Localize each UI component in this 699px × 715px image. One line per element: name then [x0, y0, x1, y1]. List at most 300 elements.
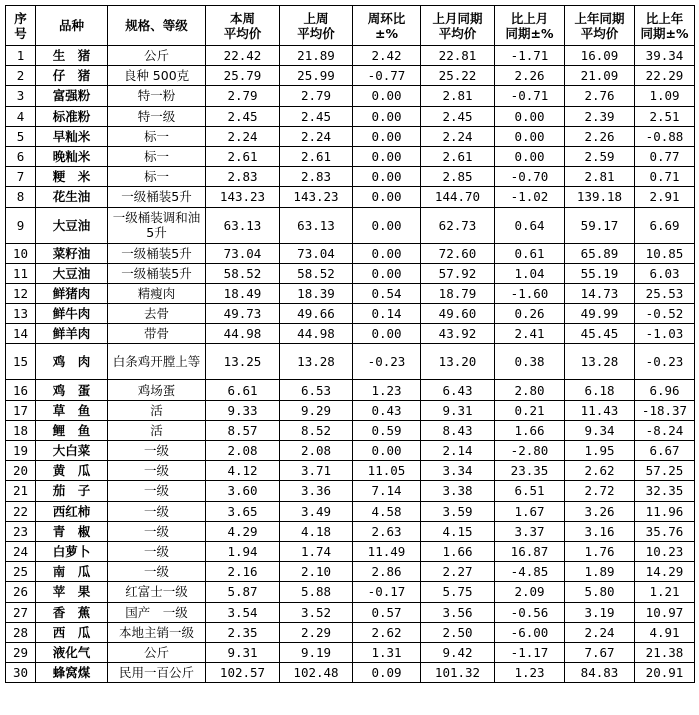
cell-last-year: 2.62	[565, 461, 635, 481]
cell-last-week: 8.52	[280, 420, 353, 440]
cell-week-change: 0.00	[353, 167, 421, 187]
cell-year-change: 35.76	[635, 521, 695, 541]
cell-last-week: 3.36	[280, 481, 353, 501]
cell-this-week: 3.65	[206, 501, 280, 521]
cell-last-week: 3.49	[280, 501, 353, 521]
cell-index: 22	[6, 501, 36, 521]
cell-index: 5	[6, 126, 36, 146]
cell-month-change: -1.17	[495, 642, 565, 662]
cell-month-change: 0.61	[495, 243, 565, 263]
cell-index: 29	[6, 642, 36, 662]
cell-last-month: 49.60	[421, 304, 495, 324]
cell-variety: 鲜牛肉	[36, 304, 108, 324]
cell-spec: 国产 一级	[108, 602, 206, 622]
cell-week-change: -0.23	[353, 344, 421, 380]
cell-spec: 特一级	[108, 106, 206, 126]
cell-last-year: 2.39	[565, 106, 635, 126]
cell-month-change: 2.09	[495, 582, 565, 602]
cell-this-week: 1.94	[206, 541, 280, 561]
cell-week-change: 0.00	[353, 126, 421, 146]
cell-last-year: 139.18	[565, 187, 635, 207]
cell-month-change: 6.51	[495, 481, 565, 501]
cell-week-change: 2.86	[353, 562, 421, 582]
cell-last-year: 16.09	[565, 46, 635, 66]
cell-last-year: 1.89	[565, 562, 635, 582]
cell-year-change: 21.38	[635, 642, 695, 662]
cell-variety: 茄 子	[36, 481, 108, 501]
cell-year-change: 39.34	[635, 46, 695, 66]
cell-week-change: 0.09	[353, 663, 421, 683]
cell-month-change: -1.02	[495, 187, 565, 207]
cell-month-change: -1.71	[495, 46, 565, 66]
cell-last-month: 2.81	[421, 86, 495, 106]
cell-last-month: 62.73	[421, 207, 495, 243]
col-header-last-year: 上年同期 平均价	[565, 6, 635, 46]
cell-year-change: -0.23	[635, 344, 695, 380]
cell-variety: 大豆油	[36, 207, 108, 243]
cell-week-change: 0.00	[353, 86, 421, 106]
cell-variety: 苹 果	[36, 582, 108, 602]
cell-last-week: 1.74	[280, 541, 353, 561]
cell-variety: 大白菜	[36, 441, 108, 461]
col-header-month-change: 比上月 同期±%	[495, 6, 565, 46]
cell-last-week: 6.53	[280, 380, 353, 400]
cell-last-year: 55.19	[565, 263, 635, 283]
cell-last-week: 25.99	[280, 66, 353, 86]
table-row	[6, 663, 695, 683]
table-row	[6, 602, 695, 622]
cell-last-month: 2.24	[421, 126, 495, 146]
cell-this-week: 63.13	[206, 207, 280, 243]
cell-this-week: 4.12	[206, 461, 280, 481]
cell-last-month: 4.15	[421, 521, 495, 541]
cell-spec: 标一	[108, 126, 206, 146]
cell-index: 16	[6, 380, 36, 400]
cell-variety: 菜籽油	[36, 243, 108, 263]
cell-year-change: 32.35	[635, 481, 695, 501]
cell-index: 3	[6, 86, 36, 106]
cell-last-week: 5.88	[280, 582, 353, 602]
cell-last-year: 5.80	[565, 582, 635, 602]
cell-spec: 一级	[108, 521, 206, 541]
cell-last-week: 3.52	[280, 602, 353, 622]
cell-month-change: 0.00	[495, 126, 565, 146]
col-header-last-month: 上月同期 平均价	[421, 6, 495, 46]
cell-last-year: 84.83	[565, 663, 635, 683]
cell-month-change: -2.80	[495, 441, 565, 461]
cell-week-change: 4.58	[353, 501, 421, 521]
cell-last-year: 9.34	[565, 420, 635, 440]
cell-week-change: 0.00	[353, 263, 421, 283]
cell-last-year: 59.17	[565, 207, 635, 243]
cell-spec: 一级桶装5升	[108, 263, 206, 283]
cell-month-change: 0.64	[495, 207, 565, 243]
cell-last-month: 2.45	[421, 106, 495, 126]
cell-index: 10	[6, 243, 36, 263]
cell-month-change: 1.66	[495, 420, 565, 440]
cell-this-week: 5.87	[206, 582, 280, 602]
cell-index: 14	[6, 324, 36, 344]
cell-month-change: 1.04	[495, 263, 565, 283]
cell-week-change: 0.14	[353, 304, 421, 324]
cell-last-year: 13.28	[565, 344, 635, 380]
cell-index: 23	[6, 521, 36, 541]
table-row	[6, 146, 695, 166]
cell-last-month: 3.59	[421, 501, 495, 521]
cell-month-change: 2.80	[495, 380, 565, 400]
cell-month-change: -0.70	[495, 167, 565, 187]
cell-month-change: 2.26	[495, 66, 565, 86]
cell-spec: 一级	[108, 461, 206, 481]
cell-last-month: 72.60	[421, 243, 495, 263]
cell-this-week: 44.98	[206, 324, 280, 344]
cell-last-month: 25.22	[421, 66, 495, 86]
cell-variety: 仔 猪	[36, 66, 108, 86]
cell-index: 18	[6, 420, 36, 440]
cell-last-week: 49.66	[280, 304, 353, 324]
cell-last-week: 58.52	[280, 263, 353, 283]
cell-index: 7	[6, 167, 36, 187]
col-header-year-change: 比上年 同期±%	[635, 6, 695, 46]
cell-week-change: 0.43	[353, 400, 421, 420]
cell-this-week: 22.42	[206, 46, 280, 66]
cell-week-change: -0.77	[353, 66, 421, 86]
cell-week-change: 2.62	[353, 622, 421, 642]
cell-spec: 本地主销一级	[108, 622, 206, 642]
cell-index: 9	[6, 207, 36, 243]
cell-this-week: 3.54	[206, 602, 280, 622]
table-row	[6, 324, 695, 344]
cell-last-month: 101.32	[421, 663, 495, 683]
cell-year-change: -0.52	[635, 304, 695, 324]
col-header-week-change: 周环比 ±%	[353, 6, 421, 46]
cell-year-change: 22.29	[635, 66, 695, 86]
cell-spec: 一级桶装调和油5升	[108, 207, 206, 243]
cell-last-week: 2.61	[280, 146, 353, 166]
cell-variety: 鸡 蛋	[36, 380, 108, 400]
cell-variety: 青 椒	[36, 521, 108, 541]
cell-index: 19	[6, 441, 36, 461]
cell-month-change: 3.37	[495, 521, 565, 541]
cell-week-change: 0.57	[353, 602, 421, 622]
cell-last-year: 65.89	[565, 243, 635, 263]
cell-last-year: 7.67	[565, 642, 635, 662]
cell-last-year: 2.81	[565, 167, 635, 187]
cell-variety: 鸡 肉	[36, 344, 108, 380]
cell-month-change: 1.23	[495, 663, 565, 683]
cell-month-change: 0.00	[495, 146, 565, 166]
cell-spec: 公斤	[108, 642, 206, 662]
cell-last-week: 4.18	[280, 521, 353, 541]
cell-month-change: 2.41	[495, 324, 565, 344]
cell-month-change: 0.26	[495, 304, 565, 324]
cell-last-week: 2.29	[280, 622, 353, 642]
cell-index: 13	[6, 304, 36, 324]
cell-week-change: 2.63	[353, 521, 421, 541]
cell-last-week: 143.23	[280, 187, 353, 207]
cell-spec: 民用一百公斤	[108, 663, 206, 683]
cell-year-change: 6.67	[635, 441, 695, 461]
cell-week-change: -0.17	[353, 582, 421, 602]
cell-year-change: 10.23	[635, 541, 695, 561]
cell-this-week: 9.33	[206, 400, 280, 420]
cell-variety: 生 猪	[36, 46, 108, 66]
cell-spec: 鸡场蛋	[108, 380, 206, 400]
table-row	[6, 243, 695, 263]
cell-last-month: 2.27	[421, 562, 495, 582]
cell-last-week: 13.28	[280, 344, 353, 380]
cell-variety: 西 瓜	[36, 622, 108, 642]
table-row	[6, 344, 695, 380]
cell-this-week: 58.52	[206, 263, 280, 283]
cell-last-month: 22.81	[421, 46, 495, 66]
table-row	[6, 207, 695, 243]
cell-year-change: 6.69	[635, 207, 695, 243]
cell-last-week: 102.48	[280, 663, 353, 683]
col-header-spec: 规格、等级	[108, 6, 206, 46]
cell-spec: 一级	[108, 481, 206, 501]
cell-last-year: 3.26	[565, 501, 635, 521]
table-row	[6, 400, 695, 420]
cell-variety: 液化气	[36, 642, 108, 662]
col-header-last-week: 上周 平均价	[280, 6, 353, 46]
cell-month-change: 0.38	[495, 344, 565, 380]
cell-this-week: 2.35	[206, 622, 280, 642]
cell-spec: 一级	[108, 562, 206, 582]
cell-this-week: 3.60	[206, 481, 280, 501]
cell-this-week: 13.25	[206, 344, 280, 380]
cell-index: 21	[6, 481, 36, 501]
cell-last-week: 2.10	[280, 562, 353, 582]
cell-last-year: 1.76	[565, 541, 635, 561]
cell-spec: 一级桶装5升	[108, 187, 206, 207]
table-row	[6, 521, 695, 541]
cell-week-change: 0.00	[353, 146, 421, 166]
cell-variety: 白萝卜	[36, 541, 108, 561]
cell-last-week: 2.08	[280, 441, 353, 461]
cell-year-change: 14.29	[635, 562, 695, 582]
cell-index: 11	[6, 263, 36, 283]
cell-last-month: 3.34	[421, 461, 495, 481]
table-row	[6, 46, 695, 66]
cell-last-month: 9.31	[421, 400, 495, 420]
cell-last-year: 2.76	[565, 86, 635, 106]
cell-last-week: 9.29	[280, 400, 353, 420]
cell-week-change: 0.00	[353, 187, 421, 207]
cell-index: 25	[6, 562, 36, 582]
cell-month-change: -0.71	[495, 86, 565, 106]
cell-last-year: 11.43	[565, 400, 635, 420]
cell-last-month: 144.70	[421, 187, 495, 207]
cell-this-week: 73.04	[206, 243, 280, 263]
table-body	[6, 46, 695, 683]
table-row	[6, 461, 695, 481]
cell-last-month: 8.43	[421, 420, 495, 440]
cell-week-change: 0.00	[353, 106, 421, 126]
cell-last-week: 9.19	[280, 642, 353, 662]
cell-this-week: 4.29	[206, 521, 280, 541]
cell-last-year: 49.99	[565, 304, 635, 324]
cell-variety: 花生油	[36, 187, 108, 207]
cell-last-year: 2.26	[565, 126, 635, 146]
cell-spec: 去骨	[108, 304, 206, 324]
cell-index: 28	[6, 622, 36, 642]
table-row	[6, 441, 695, 461]
header-row	[6, 6, 695, 46]
cell-this-week: 25.79	[206, 66, 280, 86]
cell-year-change: 2.91	[635, 187, 695, 207]
cell-this-week: 8.57	[206, 420, 280, 440]
cell-last-week: 2.83	[280, 167, 353, 187]
cell-last-year: 14.73	[565, 283, 635, 303]
cell-last-month: 2.50	[421, 622, 495, 642]
cell-year-change: 25.53	[635, 283, 695, 303]
cell-last-year: 21.09	[565, 66, 635, 86]
cell-year-change: 1.09	[635, 86, 695, 106]
table-row	[6, 283, 695, 303]
cell-last-month: 2.85	[421, 167, 495, 187]
cell-week-change: 11.05	[353, 461, 421, 481]
cell-variety: 蜂窝煤	[36, 663, 108, 683]
cell-year-change: 6.03	[635, 263, 695, 283]
cell-year-change: 4.91	[635, 622, 695, 642]
cell-spec: 标一	[108, 167, 206, 187]
cell-this-week: 2.83	[206, 167, 280, 187]
cell-month-change: 23.35	[495, 461, 565, 481]
cell-variety: 香 蕉	[36, 602, 108, 622]
cell-index: 6	[6, 146, 36, 166]
cell-spec: 活	[108, 400, 206, 420]
cell-this-week: 2.24	[206, 126, 280, 146]
cell-index: 2	[6, 66, 36, 86]
cell-spec: 一级	[108, 541, 206, 561]
cell-last-week: 2.45	[280, 106, 353, 126]
table-row	[6, 106, 695, 126]
col-header-index: 序 号	[6, 6, 36, 46]
cell-last-week: 18.39	[280, 283, 353, 303]
cell-index: 1	[6, 46, 36, 66]
cell-week-change: 1.23	[353, 380, 421, 400]
cell-this-week: 6.61	[206, 380, 280, 400]
cell-last-year: 6.18	[565, 380, 635, 400]
cell-spec: 良种 500克	[108, 66, 206, 86]
cell-index: 27	[6, 602, 36, 622]
cell-last-week: 73.04	[280, 243, 353, 263]
cell-last-year: 2.72	[565, 481, 635, 501]
cell-year-change: -18.37	[635, 400, 695, 420]
table-row	[6, 420, 695, 440]
cell-this-week: 9.31	[206, 642, 280, 662]
cell-year-change: -8.24	[635, 420, 695, 440]
table-row	[6, 582, 695, 602]
cell-year-change: 0.77	[635, 146, 695, 166]
cell-this-week: 2.61	[206, 146, 280, 166]
cell-last-month: 3.38	[421, 481, 495, 501]
cell-year-change: 2.51	[635, 106, 695, 126]
cell-variety: 富强粉	[36, 86, 108, 106]
cell-spec: 一级桶装5升	[108, 243, 206, 263]
cell-index: 26	[6, 582, 36, 602]
cell-year-change: -0.88	[635, 126, 695, 146]
cell-variety: 晚籼米	[36, 146, 108, 166]
cell-this-week: 143.23	[206, 187, 280, 207]
col-header-variety: 品种	[36, 6, 108, 46]
cell-week-change: 1.31	[353, 642, 421, 662]
cell-spec: 红富士一级	[108, 582, 206, 602]
table-row	[6, 642, 695, 662]
cell-this-week: 49.73	[206, 304, 280, 324]
cell-variety: 南 瓜	[36, 562, 108, 582]
cell-spec: 一级	[108, 501, 206, 521]
cell-spec: 公斤	[108, 46, 206, 66]
cell-this-week: 2.45	[206, 106, 280, 126]
cell-spec: 白条鸡开膛上等	[108, 344, 206, 380]
table-row	[6, 304, 695, 324]
cell-this-week: 2.79	[206, 86, 280, 106]
cell-last-month: 2.14	[421, 441, 495, 461]
cell-this-week: 2.16	[206, 562, 280, 582]
table-row	[6, 622, 695, 642]
cell-month-change: -6.00	[495, 622, 565, 642]
cell-index: 24	[6, 541, 36, 561]
cell-last-week: 63.13	[280, 207, 353, 243]
cell-variety: 标准粉	[36, 106, 108, 126]
cell-variety: 草 鱼	[36, 400, 108, 420]
cell-spec: 带骨	[108, 324, 206, 344]
col-header-this-week: 本周 平均价	[206, 6, 280, 46]
cell-week-change: 2.42	[353, 46, 421, 66]
table-row	[6, 541, 695, 561]
cell-variety: 鲤 鱼	[36, 420, 108, 440]
cell-year-change: 11.96	[635, 501, 695, 521]
cell-last-week: 2.24	[280, 126, 353, 146]
cell-this-week: 18.49	[206, 283, 280, 303]
cell-month-change: 0.00	[495, 106, 565, 126]
cell-last-month: 5.75	[421, 582, 495, 602]
cell-year-change: 6.96	[635, 380, 695, 400]
cell-week-change: 0.54	[353, 283, 421, 303]
cell-last-year: 3.19	[565, 602, 635, 622]
cell-month-change: -4.85	[495, 562, 565, 582]
cell-variety: 西红柿	[36, 501, 108, 521]
cell-index: 15	[6, 344, 36, 380]
cell-last-year: 1.95	[565, 441, 635, 461]
cell-last-year: 45.45	[565, 324, 635, 344]
table-row	[6, 187, 695, 207]
cell-month-change: 1.67	[495, 501, 565, 521]
cell-week-change: 0.00	[353, 243, 421, 263]
cell-last-month: 9.42	[421, 642, 495, 662]
cell-last-month: 6.43	[421, 380, 495, 400]
cell-variety: 粳 米	[36, 167, 108, 187]
cell-spec: 特一粉	[108, 86, 206, 106]
table-row	[6, 167, 695, 187]
cell-last-month: 1.66	[421, 541, 495, 561]
cell-spec: 一级	[108, 441, 206, 461]
cell-year-change: 10.97	[635, 602, 695, 622]
cell-last-year: 2.24	[565, 622, 635, 642]
cell-year-change: -1.03	[635, 324, 695, 344]
cell-last-week: 21.89	[280, 46, 353, 66]
cell-this-week: 102.57	[206, 663, 280, 683]
cell-spec: 精瘦肉	[108, 283, 206, 303]
cell-month-change: 16.87	[495, 541, 565, 561]
cell-this-week: 2.08	[206, 441, 280, 461]
cell-last-month: 2.61	[421, 146, 495, 166]
table-row	[6, 263, 695, 283]
cell-last-week: 3.71	[280, 461, 353, 481]
cell-variety: 早籼米	[36, 126, 108, 146]
